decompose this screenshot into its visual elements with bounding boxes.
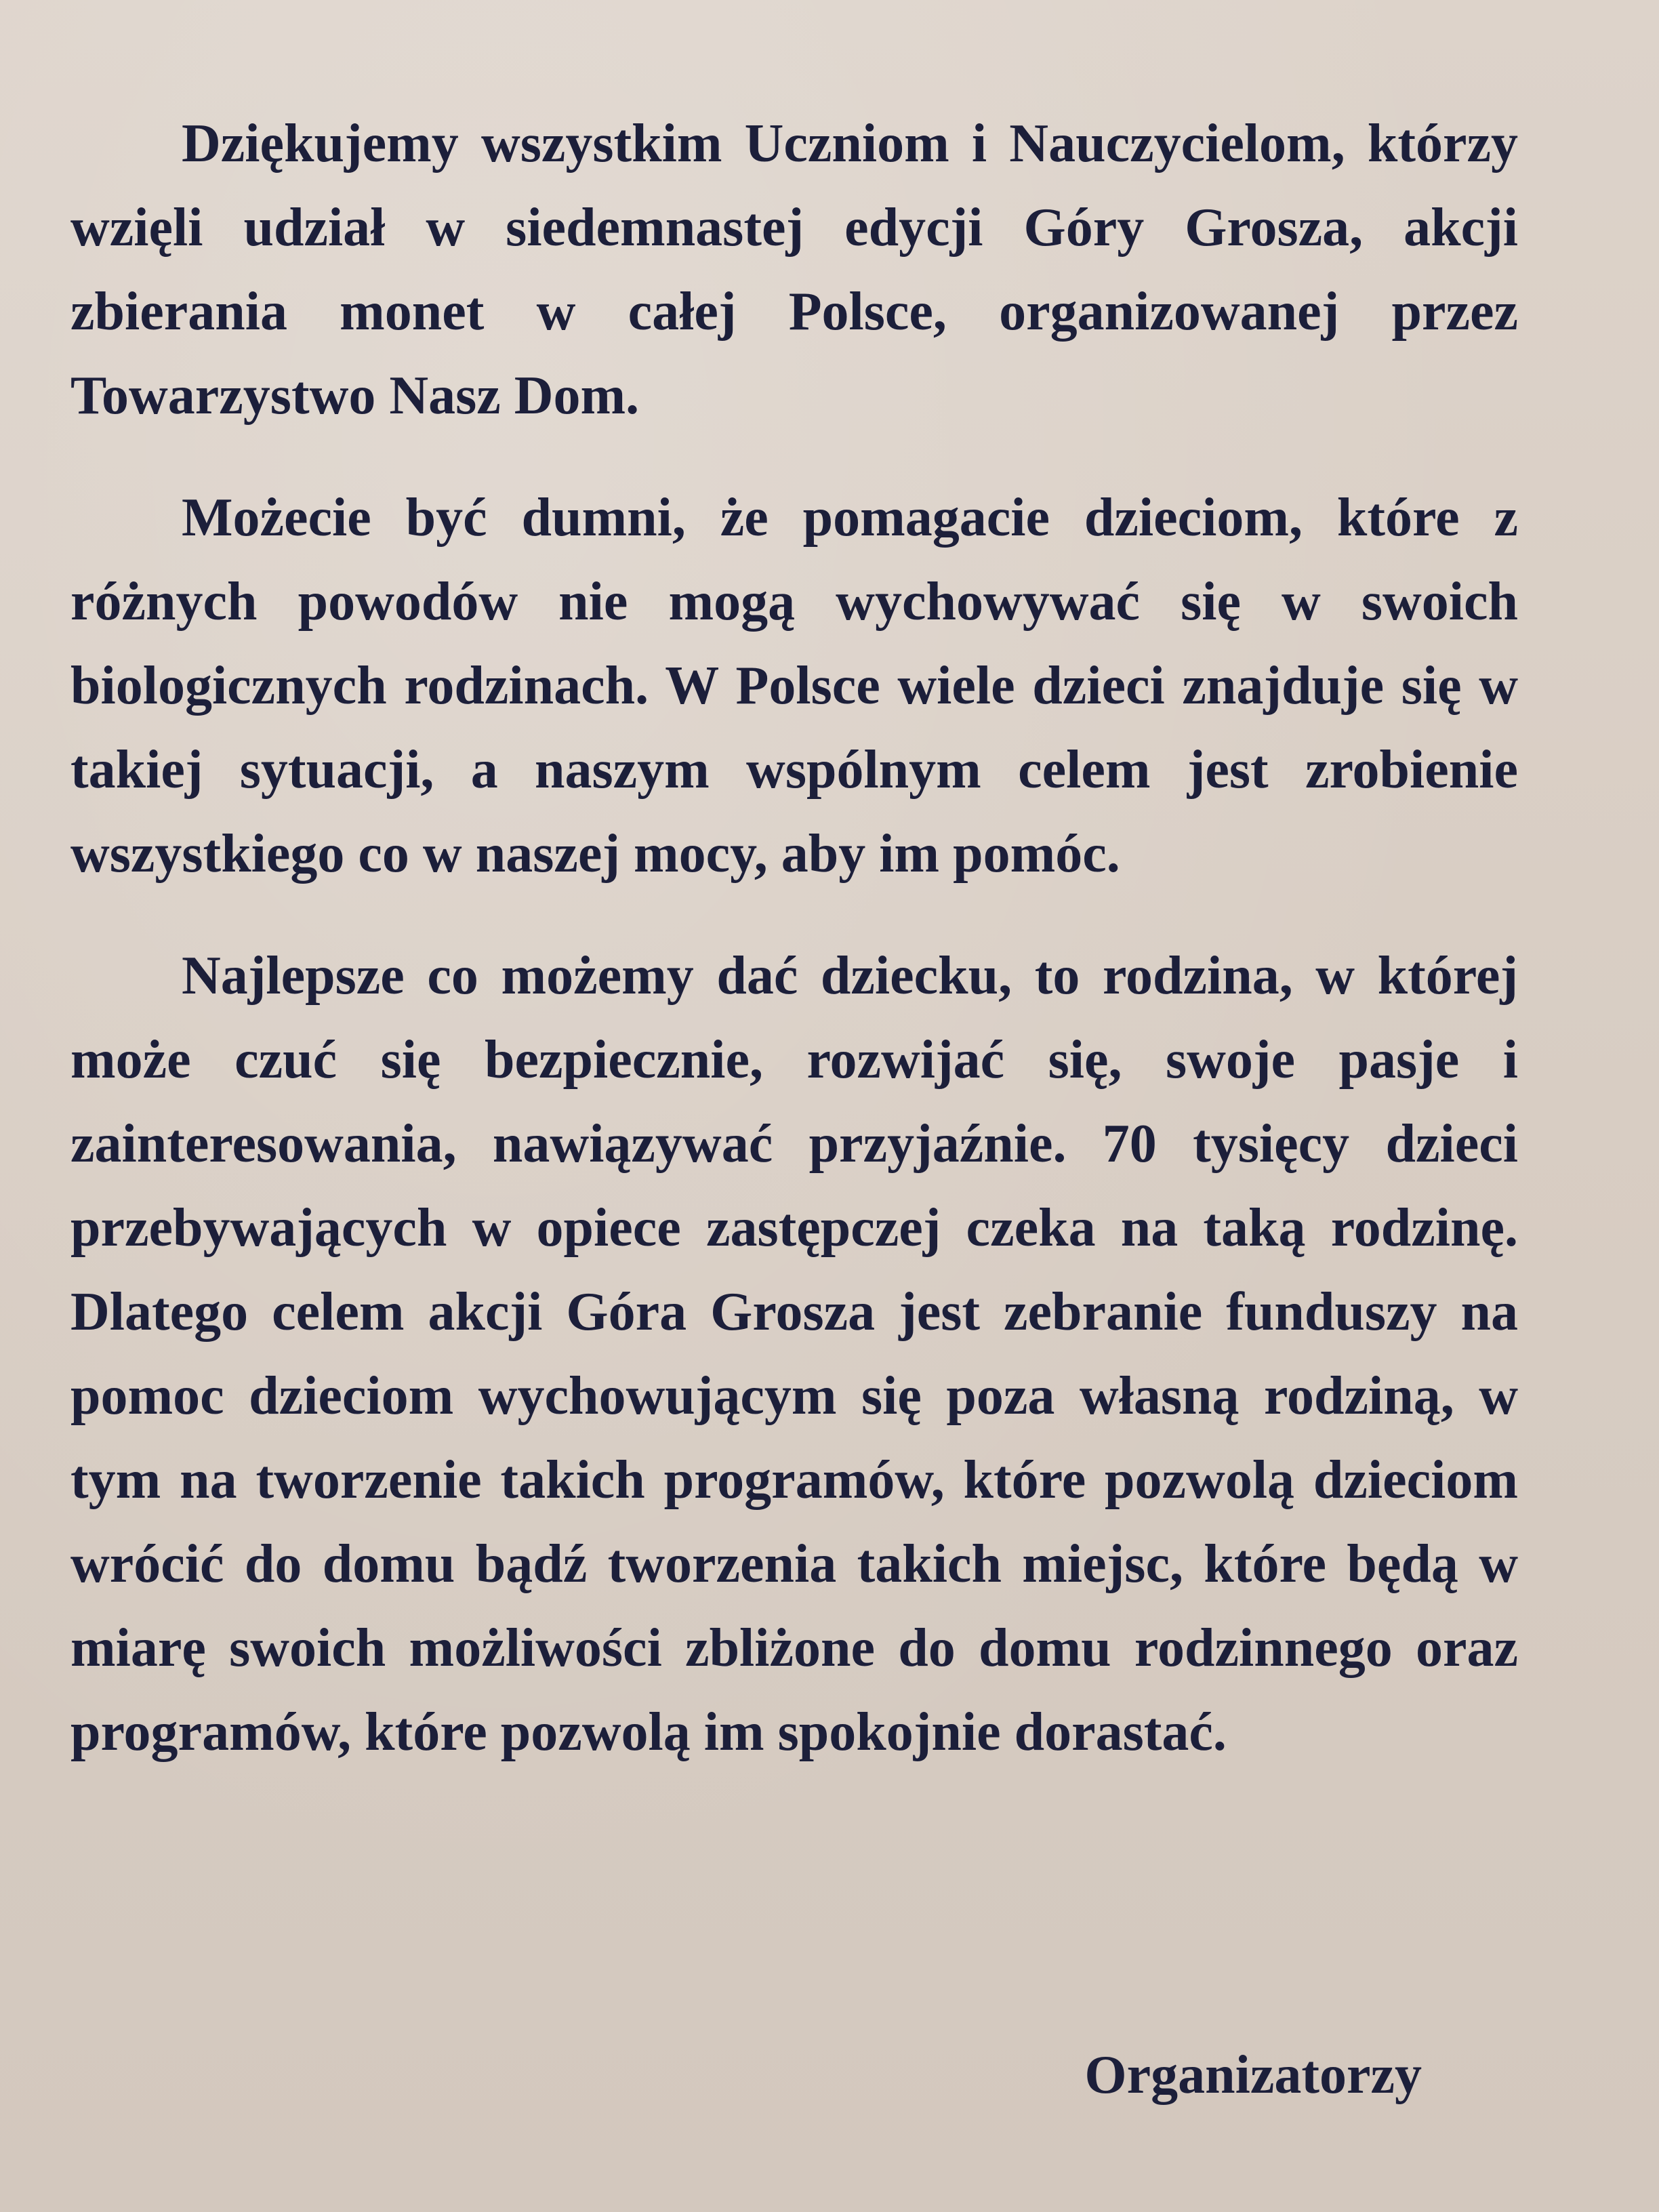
paragraph-pride: Możecie być dumni, że pomagacie dzieciom, które z różnych powodów nie mogą wychowywać się w swoich biologicznych rodzinach. W Polsce wiele dzieci znajduje się w takiej sytuacji, a naszym wspólnym celem jest zrobienie wszystkiego co w naszej mocy, aby im pomóc. [70,488,1518,884]
paragraph-goal: Najlepsze co możemy dać dziecku, to rodzina, w której może czuć się bezpiecznie, rozwijać się, swoje pasje i zainteresowania, nawiązywać przyjaźnie. 70 tysięcy dzieci przebywających w opiece zastępczej czeka na taką rodzinę. Dlatego celem akcji Góra Grosza jest zebranie funduszy na pomoc dzieciom wychowującym się poza własną rodziną, w tym na tworzenie takich programów, które pozwolą dzieciom wrócić do domu bądź tworzenia takich miejsc, które będą w miarę swoich możliwości zbliżone do domu rodzinnego oraz programów, które pozwolą im spokojnie dorastać. [70,946,1518,1762]
paragraph-thanks: Dziękujemy wszystkim Uczniom i Nauczycielom, którzy wzięli udział w siedemnastej edycji Góry Grosza, akcji zbierania monet w całej Polsce, organizowanej przez Towarzystwo Nasz Dom. [70,114,1518,426]
signature: Organizatorzy [1084,2045,1422,2105]
letter-body [70,102,1518,1774]
